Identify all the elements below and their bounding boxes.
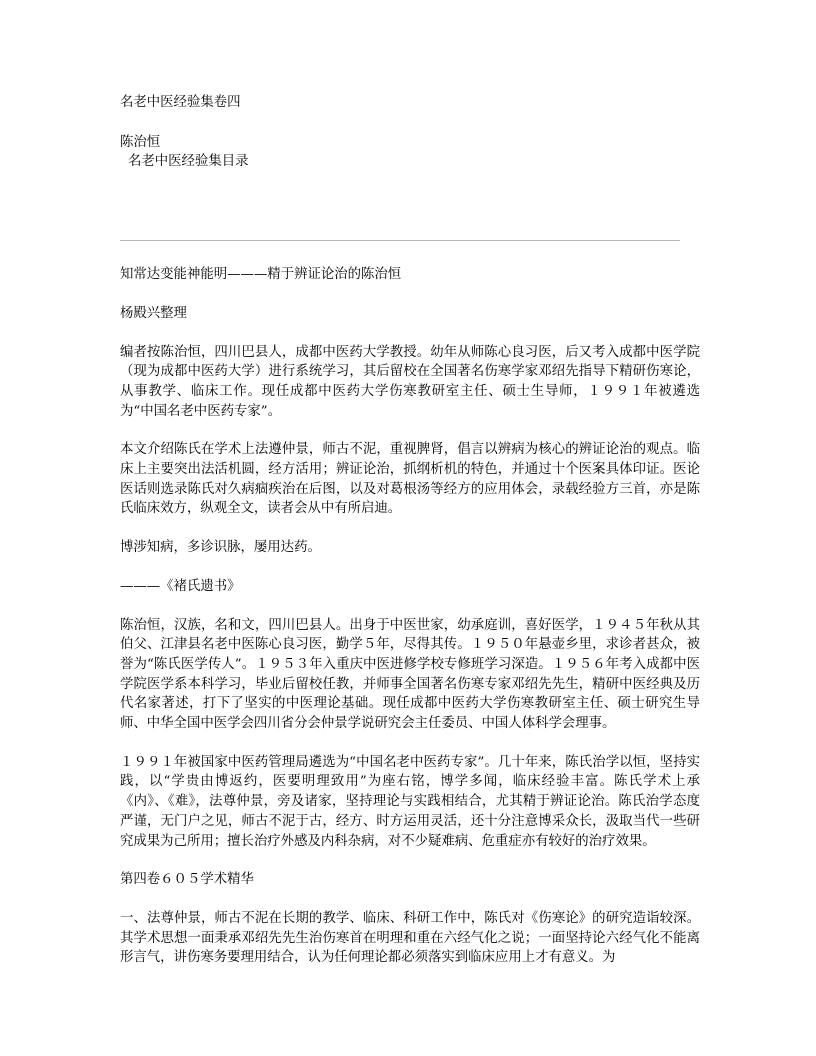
book-title: 名老中医经验集卷四 [120,95,241,110]
document-page [120,93,700,968]
biography-paragraph: 陈治恒，汉族，名和文，四川巴县人。出身于中医世家，幼承庭训，喜好医学，１９４５年秋从其伯父、江津县名老中医陈心良习医，勤学５年，尽得其传。１９５０年悬壶乡里，求诊者甚众，被誉为“陈氏医学传人”。１９５３年入重庆中医进修学校专修班学习深造。１９５６年考入成都中医学院医学系本科学习，毕业后留校任教，并师事全国著名伤寒专家邓绍先先生，精研中医经典及历代名家著述，打下了坚实的中医理论基础。现任成都中医药大学伤寒教研室主任、硕士研究生导师、中华全国中医学会四川省分会仲景学说研究会主任委员、中国人体科学会理事。 [120,617,700,732]
section-heading: 第四卷６０５学术精华 [120,872,254,888]
toc-label: 名老中医经验集目录 [128,154,249,170]
section-divider [120,240,680,241]
career-paragraph: １９９１年被国家中医药管理局遴选为“中国名老中医药专家”。几十年来，陈氏治学以恒，坚持实践，以“学贵由博返约，医要明理致用”为座右铭，博学多闻，临床经验丰富。陈氏学术上承《内》、《难》，法尊仲景，旁及诸家，坚持理论与实践相结合，尤其精于辨证论治。陈氏治学态度严谨，无门户之见，师古不泥于古，经方、时方运用灵活，还十分注意博采众长，汲取当代一些研究成果为己所用；擅长治疗外感及内科杂病，对不少疑难病、危重症亦有较好的治疗效果。 [120,754,700,849]
editor-note-paragraph: 编者按陈治恒，四川巴县人，成都中医药大学教授。幼年从师陈心良习医，后又考入成都中医学院（现为成都中医药大学）进行系统学习，其后留校在全国著名伤寒学家邓绍先指导下精研伤寒论，从事教学、临床工作。现任成都中医药大学伤寒教研室主任、硕士生导师，１９９１年被遴选为“中国名老中医药专家”。 [120,344,700,419]
author-name: 陈治恒 [120,134,161,150]
quote-text: 博涉知病，多诊识脉，屡用达药。 [120,540,321,556]
article-title: 知常达变能神能明———精于辨证论治的陈治恒 [120,267,402,283]
quote-source: ———《褚氏遗书》 [120,578,241,594]
section-one-paragraph: 一、法尊仲景，师古不泥在长期的教学、临床、科研工作中，陈氏对《伤寒论》的研究造诣较深。其学术思想一面秉承邓绍先先生治伤寒首在明理和重在六经气化之说；一面坚持论六经气化不能离形言气，讲伤寒务要理用结合，认为任何理论都必须落实到临床应用上才有意义。为 [120,910,700,966]
compiler-credit: 杨殿兴整理 [120,305,187,321]
intro-paragraph: 本文介绍陈氏在学术上法遵仲景，师古不泥，重视脾肾，倡言以辨病为核心的辨证论治的观点。临床上主要突出法活机圆，经方活用；辨证论治，抓纲析机的特色，并通过十个医案具体印证。医论医话则选录陈氏对久病痼疾治在后图，以及对葛根汤等经方的应用体会，录载经验方三首，亦是陈氏临床效方，纵观全文，读者会从中有所启迪。 [120,442,700,517]
